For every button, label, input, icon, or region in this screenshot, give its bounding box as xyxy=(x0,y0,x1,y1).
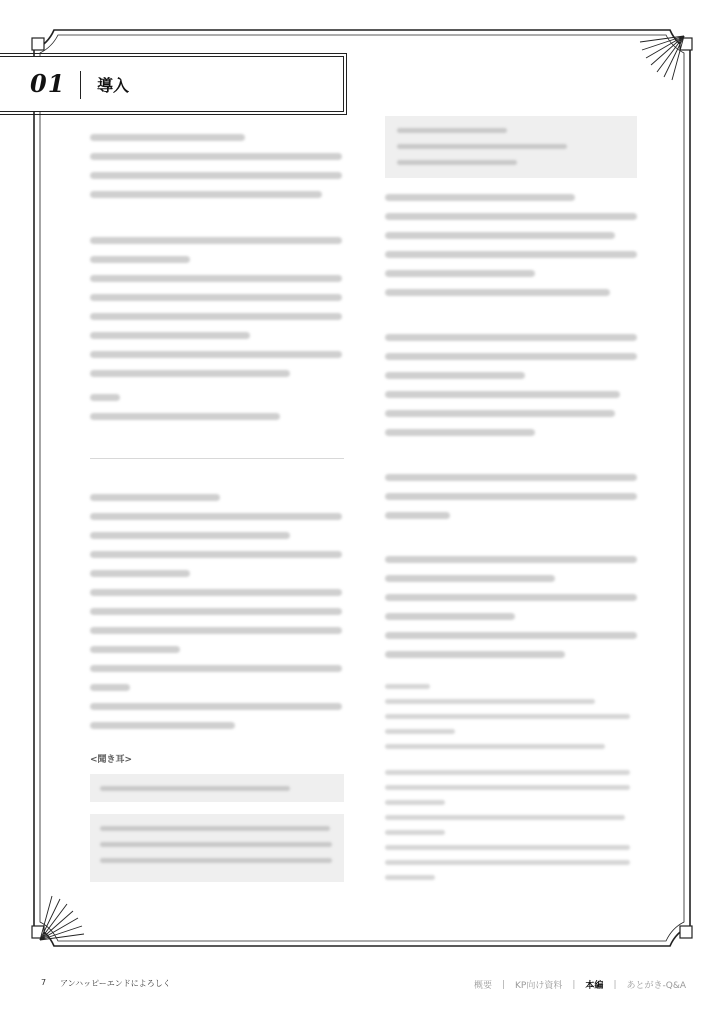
nav-main-story[interactable]: 本編 xyxy=(585,981,604,991)
nav-separator: | xyxy=(572,979,576,990)
section-divider xyxy=(90,458,344,459)
paragraph xyxy=(385,194,640,308)
chapter-title: 導入 xyxy=(97,76,130,95)
paragraph xyxy=(90,237,345,389)
kp-note xyxy=(385,684,640,759)
header-divider xyxy=(80,71,81,99)
paragraph xyxy=(90,134,345,210)
book-title: アンハッピーエンドによろしく xyxy=(60,979,171,988)
paragraph xyxy=(385,474,640,531)
nav-afterword[interactable]: あとがき-Q&A xyxy=(626,981,686,991)
page-number: 7 xyxy=(41,978,47,987)
nav-overview[interactable]: 概要 xyxy=(473,981,492,991)
paragraph xyxy=(90,394,345,432)
chapter-nav xyxy=(474,978,686,991)
listen-check-label: <聞き耳> xyxy=(90,755,133,765)
check-result-box xyxy=(90,814,344,882)
paragraph xyxy=(385,556,640,670)
chapter-number: 01 xyxy=(30,69,66,98)
chapter-header xyxy=(0,56,344,112)
nav-separator: | xyxy=(613,979,617,990)
kp-note xyxy=(385,770,640,890)
check-result-box xyxy=(90,774,344,802)
nav-separator: | xyxy=(501,979,506,990)
sunburst-bottom-left xyxy=(40,896,84,940)
paragraph xyxy=(385,334,640,448)
note-box xyxy=(385,116,637,178)
paragraph xyxy=(90,494,345,741)
nav-kp-materials[interactable]: KP向け資料 xyxy=(515,981,563,991)
sunburst-top-right xyxy=(640,36,684,80)
